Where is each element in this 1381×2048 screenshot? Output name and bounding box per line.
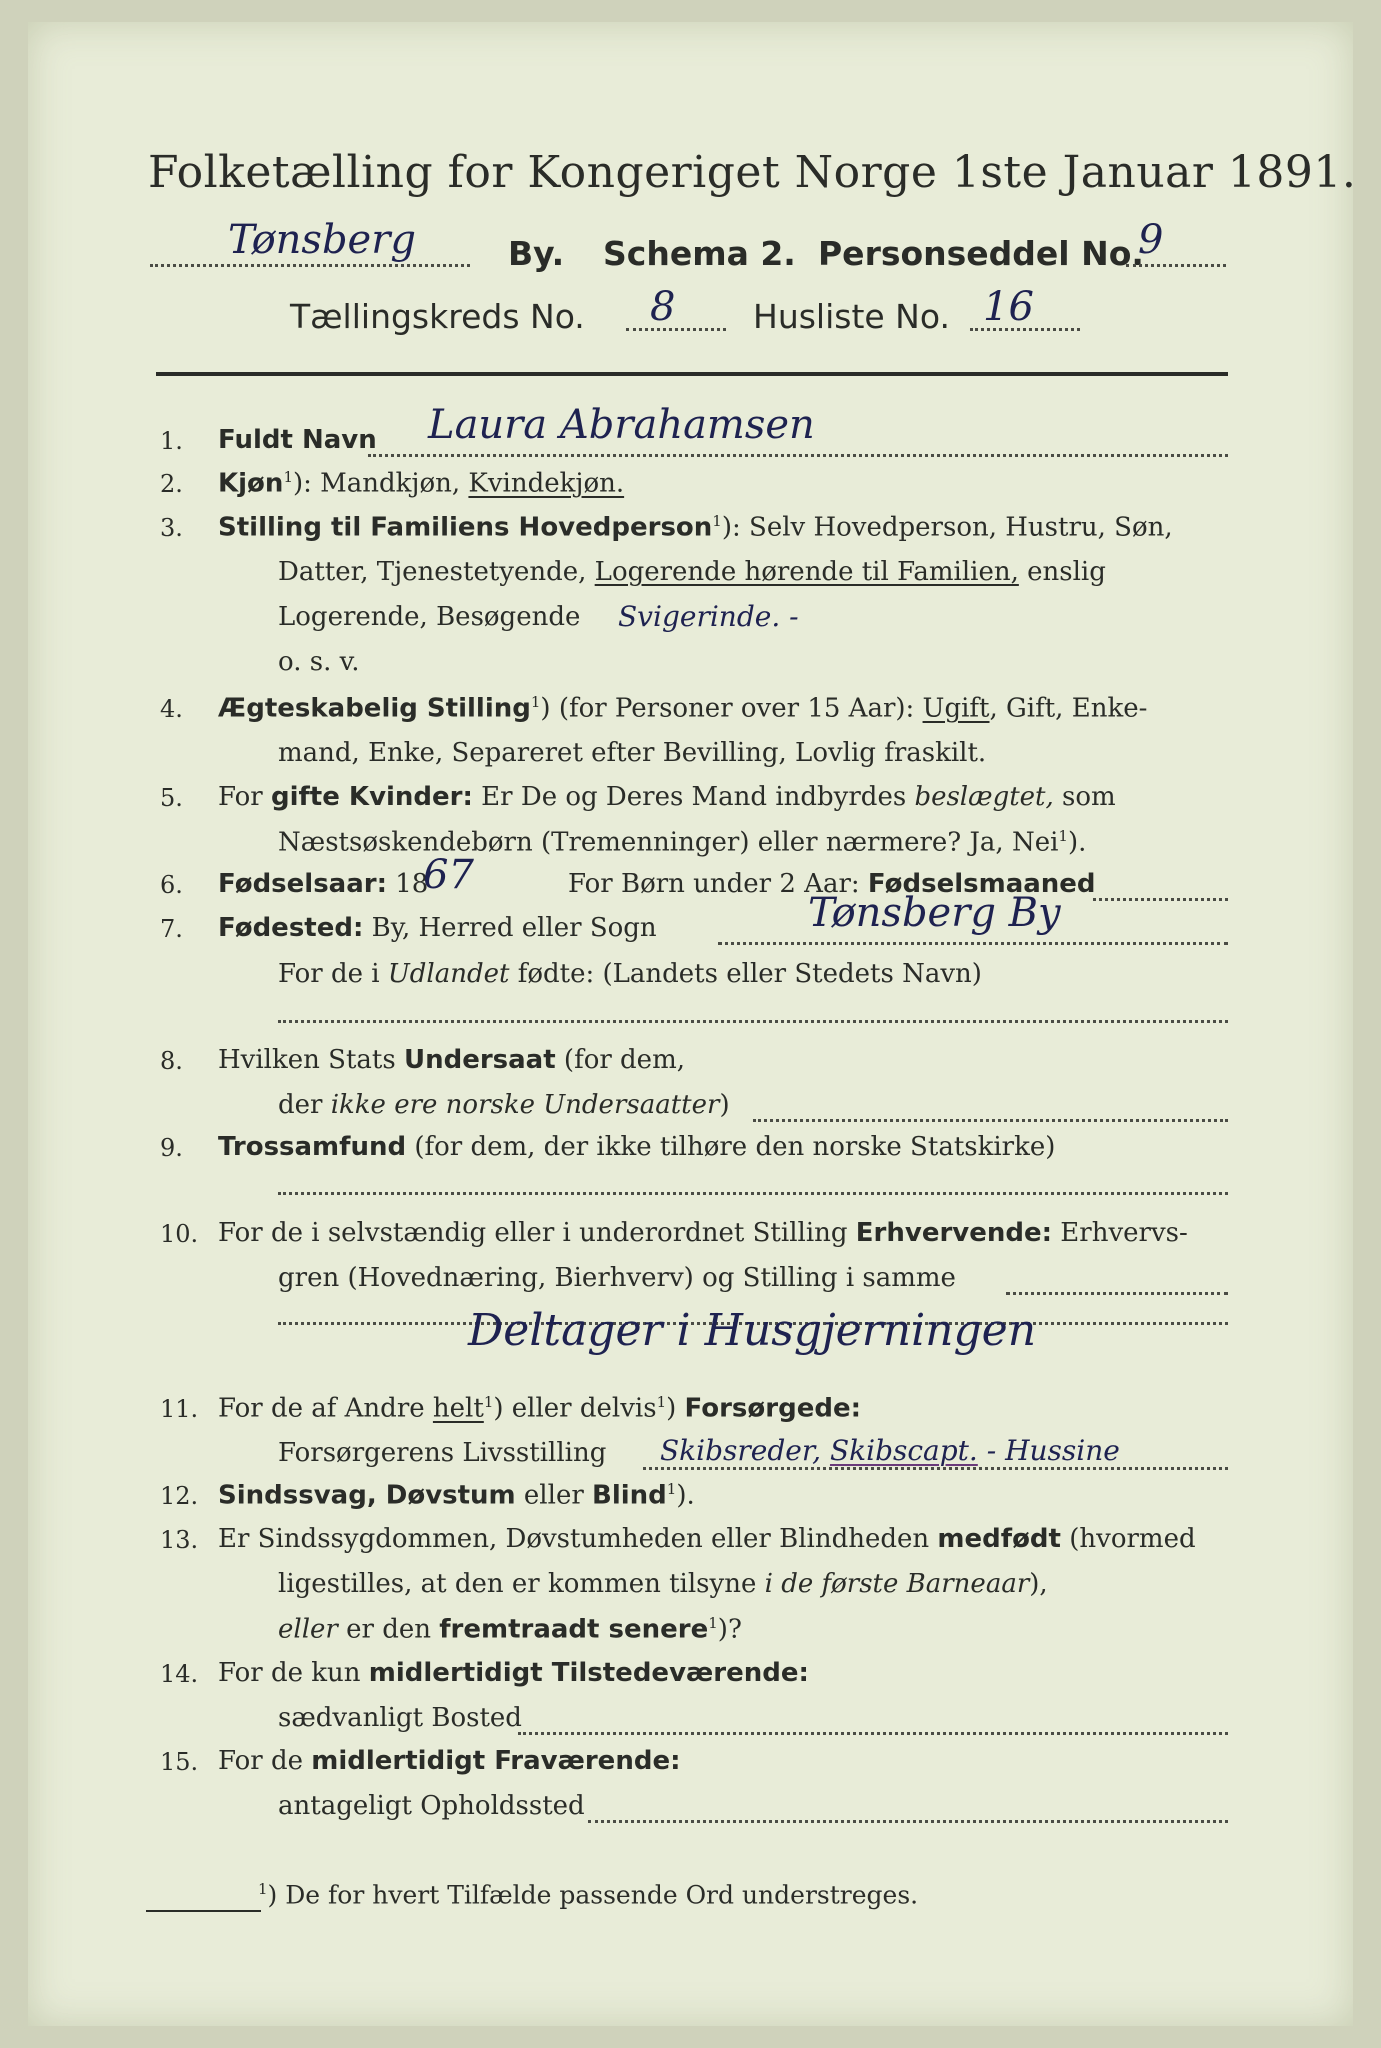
supporter-value-part: - Hussine bbox=[986, 1434, 1120, 1467]
field-label-relation: Stilling til Familiens Hovedperson bbox=[218, 512, 713, 543]
support-line-2: Forsørgerens Livsstilling bbox=[278, 1438, 607, 1468]
subject-text: der bbox=[278, 1090, 331, 1120]
congenital-text: ligestilles, at den er kommen tilsyne bbox=[278, 1569, 765, 1599]
sex-options: ): Mandkjøn, bbox=[292, 468, 469, 499]
field-label-temp-absent: midlertidigt Fraværende: bbox=[311, 1746, 681, 1776]
supporter-value-underlined: Skibscapt. bbox=[829, 1434, 978, 1467]
item-number: 7. bbox=[160, 915, 183, 943]
field-label-marital: Ægteskabelig Stilling bbox=[218, 693, 531, 724]
kinship-line-1 bbox=[218, 782, 1116, 812]
relation-line-2 bbox=[278, 557, 1106, 587]
congenital-line-1 bbox=[218, 1524, 1196, 1554]
birthyear-line bbox=[218, 869, 428, 899]
name-dotted-line bbox=[368, 454, 1228, 457]
birthplace-value: Tønsberg By bbox=[808, 890, 1061, 936]
marital-selected-option: Ugift bbox=[922, 693, 990, 724]
kinship-text: For bbox=[218, 782, 271, 812]
footnote-ref: 1 bbox=[530, 693, 541, 711]
item-number: 3. bbox=[160, 514, 183, 542]
abroad-text: fødte: (Landets eller Stedets Navn) bbox=[509, 959, 982, 989]
page-title: Folketælling for Kongeriget Norge 1ste Januar 1891. bbox=[148, 147, 1357, 198]
item-number: 14. bbox=[160, 1660, 199, 1688]
kinship-text-italic: beslægtet, bbox=[914, 782, 1054, 812]
item-number: 9. bbox=[160, 1134, 183, 1162]
subject-text: (for dem, bbox=[555, 1045, 685, 1075]
field-label-subject: Undersaat bbox=[403, 1045, 556, 1075]
occupation-text: Erhvervs- bbox=[1052, 1218, 1188, 1248]
support-text: For de af Andre bbox=[218, 1393, 433, 1424]
husliste-label: Husliste No. bbox=[753, 297, 950, 336]
congenital-text: ), bbox=[1029, 1569, 1048, 1599]
kinship-text: Næstsøskendebørn (Tremenninger) eller nærmere? Ja, Nei bbox=[278, 827, 1059, 858]
footnote-marker: 1 bbox=[258, 1880, 268, 1898]
occupation-value: Deltager i Husgjerningen bbox=[468, 1305, 1037, 1356]
footnote-ref: 1 bbox=[283, 468, 293, 486]
marital-options: , Gift, Enke- bbox=[989, 693, 1148, 724]
congenital-text: (hvormed bbox=[1060, 1524, 1196, 1554]
congenital-text-italic: eller bbox=[278, 1614, 338, 1645]
field-label-birthyear: Fødselsaar: bbox=[218, 869, 387, 899]
temp-absent-text: For de bbox=[218, 1746, 312, 1776]
item-number: 13. bbox=[160, 1526, 199, 1554]
kinship-line-2: Næstsøskendebørn (Tremenninger) eller nærmere? Ja, Nei$^1$). bbox=[278, 827, 1087, 858]
subject-text: Hvilken Stats bbox=[218, 1045, 404, 1075]
personseddel-label: Personseddel No. bbox=[818, 234, 1144, 273]
birthmonth-text: For Børn under 2 Aar: bbox=[568, 869, 868, 899]
birthyear-prefix: 18 bbox=[395, 869, 429, 899]
marital-options: ) (for Personer over 15 Aar): bbox=[540, 693, 923, 724]
temp-absent-line-2: antageligt Opholdssted bbox=[278, 1791, 585, 1821]
kreds-label: Tællingskreds No. bbox=[290, 297, 585, 336]
congenital-text-italic: i de første Barneaar bbox=[764, 1569, 1030, 1599]
support-full-option: helt bbox=[432, 1393, 484, 1424]
birthyear-value: 67 bbox=[423, 852, 474, 898]
name-value: Laura Abrahamsen bbox=[428, 402, 815, 448]
field-label-blind: Blind bbox=[592, 1480, 667, 1511]
occupation-text: For de i selvstændig eller i underordnet Stilling bbox=[218, 1218, 856, 1248]
occupation-line-2: gren (Hovednæring, Bierhverv) og Stilling i samme bbox=[278, 1263, 956, 1293]
item-number: 12. bbox=[160, 1482, 199, 1510]
congenital-line-3 bbox=[278, 1614, 742, 1645]
city-value: Tønsberg bbox=[228, 217, 416, 263]
birthplace-dotted-line bbox=[718, 942, 1228, 945]
schema-label: Schema 2. bbox=[603, 234, 796, 273]
field-label-later: fremtraadt senere bbox=[439, 1614, 709, 1645]
kinship-text: som bbox=[1053, 782, 1116, 812]
relation-options: enslig bbox=[1018, 557, 1106, 587]
personseddel-value: 9 bbox=[1138, 217, 1164, 263]
congenital-text: )? bbox=[717, 1614, 742, 1645]
supporter-occupation-value bbox=[660, 1434, 1120, 1467]
field-label-name: Fuldt Navn bbox=[218, 425, 377, 455]
religion-line bbox=[218, 1132, 1055, 1162]
item-number: 2. bbox=[160, 470, 183, 498]
item-number: 15. bbox=[160, 1748, 199, 1776]
congenital-text: er den bbox=[337, 1614, 440, 1645]
footnote-ref: 1 bbox=[483, 1393, 494, 1411]
by-label: By. bbox=[508, 234, 565, 273]
disability-line bbox=[218, 1480, 695, 1511]
relation-options: Datter, Tjenestetyende, bbox=[278, 557, 595, 587]
residence-dotted-line bbox=[518, 1732, 1228, 1735]
relation-line-1 bbox=[218, 512, 1173, 543]
birthmonth-dotted-line bbox=[1093, 898, 1228, 901]
field-label-married-women: gifte Kvinder: bbox=[270, 782, 473, 812]
item-number: 11. bbox=[160, 1395, 199, 1423]
footnote-ref: 1 bbox=[666, 1480, 677, 1498]
temp-present-text: For de kun bbox=[218, 1658, 369, 1688]
occupation-line-1 bbox=[218, 1218, 1188, 1248]
census-form bbox=[28, 22, 1357, 2026]
religion-dotted-line bbox=[278, 1192, 1228, 1195]
relation-value: Svigerinde. - bbox=[618, 600, 799, 633]
congenital-text: Er Sindssygdommen, Døvstumheden eller Blindheden bbox=[218, 1524, 938, 1554]
temp-present-line-2: sædvanligt Bosted bbox=[278, 1703, 522, 1733]
footnote-ref: 1 bbox=[1058, 827, 1068, 845]
abroad-text-italic: Udlandet bbox=[387, 959, 510, 989]
item-number: 10. bbox=[160, 1220, 199, 1248]
relation-line-3: Logerende, Besøgende bbox=[278, 602, 581, 632]
item-number: 8. bbox=[160, 1047, 183, 1075]
temp-absent-line-1 bbox=[218, 1746, 680, 1776]
disability-text: eller bbox=[515, 1480, 593, 1511]
item-number: 5. bbox=[160, 784, 183, 812]
field-label-sex: Kjøn bbox=[218, 468, 284, 499]
field-label-congenital: medfødt bbox=[937, 1524, 1061, 1554]
whereabouts-dotted-line bbox=[588, 1820, 1228, 1823]
field-label-occupation: Erhvervende: bbox=[855, 1218, 1053, 1248]
relation-underlined-option: Logerende hørende til Familien, bbox=[594, 557, 1019, 587]
subject-dotted-line bbox=[753, 1119, 1228, 1122]
item-number: 4. bbox=[160, 695, 183, 723]
field-label-birthplace: Fødested: bbox=[218, 913, 364, 943]
footnote-text: ) De for hvert Tilfælde passende Ord understreges. bbox=[267, 1880, 919, 1910]
abroad-line bbox=[278, 959, 982, 989]
kreds-dotted-line bbox=[626, 328, 726, 331]
footnote bbox=[258, 1880, 918, 1909]
abroad-text: For de i bbox=[278, 959, 388, 989]
congenital-line-2 bbox=[278, 1569, 1048, 1599]
marital-line-2: mand, Enke, Separeret efter Bevilling, Lovlig fraskilt. bbox=[278, 738, 987, 768]
header-rule bbox=[156, 372, 1228, 376]
field-label-religion: Trossamfund bbox=[218, 1132, 407, 1162]
footnote-rule bbox=[146, 1910, 261, 1912]
footnote-ref: 1 bbox=[708, 1614, 718, 1632]
disability-text: ). bbox=[676, 1480, 695, 1511]
subject-line-1 bbox=[218, 1045, 685, 1075]
support-text: ) eller delvis bbox=[493, 1393, 657, 1424]
support-dotted-line bbox=[643, 1467, 1228, 1470]
city-dotted-line bbox=[150, 264, 470, 267]
husliste-value: 16 bbox=[983, 284, 1034, 330]
subject-text: ) bbox=[719, 1090, 730, 1120]
item-number: 1. bbox=[160, 427, 183, 455]
marital-line-1 bbox=[218, 693, 1147, 724]
footnote-ref: 1 bbox=[656, 1393, 667, 1411]
field-label-supported: Forsørgede: bbox=[684, 1393, 861, 1424]
relation-line-4: o. s. v. bbox=[278, 647, 360, 677]
birthplace-line bbox=[218, 913, 657, 943]
sex-selected-option: Kvindekjøn. bbox=[468, 468, 625, 499]
temp-present-line-1 bbox=[218, 1658, 809, 1688]
field-label-temp-present: midlertidigt Tilstedeværende: bbox=[368, 1658, 809, 1688]
kreds-value: 8 bbox=[650, 284, 676, 330]
field-label-birthmonth: Fødselsmaaned bbox=[867, 869, 1096, 899]
supporter-value-part: Skibsreder, bbox=[660, 1434, 822, 1467]
item-number: 6. bbox=[160, 871, 183, 899]
subject-line-2 bbox=[278, 1090, 730, 1120]
religion-text: (for dem, der ikke tilhøre den norske Statskirke) bbox=[406, 1132, 1056, 1162]
support-line-1 bbox=[218, 1393, 861, 1424]
abroad-dotted-line bbox=[278, 1020, 1228, 1023]
footnote-ref: 1 bbox=[712, 512, 722, 530]
sex-line bbox=[218, 468, 624, 499]
personseddel-dotted-line bbox=[1126, 264, 1226, 267]
occupation-dotted-line bbox=[1006, 1292, 1228, 1295]
relation-options: ): Selv Hovedperson, Hustru, Søn, bbox=[721, 512, 1173, 543]
field-label-disability: Sindssvag, Døvstum bbox=[218, 1480, 516, 1511]
birthplace-text: By, Herred eller Sogn bbox=[363, 913, 657, 943]
subject-text-italic: ikke ere norske Undersaatter bbox=[330, 1090, 720, 1120]
kinship-text: Er De og Deres Mand indbyrdes bbox=[472, 782, 915, 812]
support-text: ) bbox=[666, 1393, 685, 1424]
